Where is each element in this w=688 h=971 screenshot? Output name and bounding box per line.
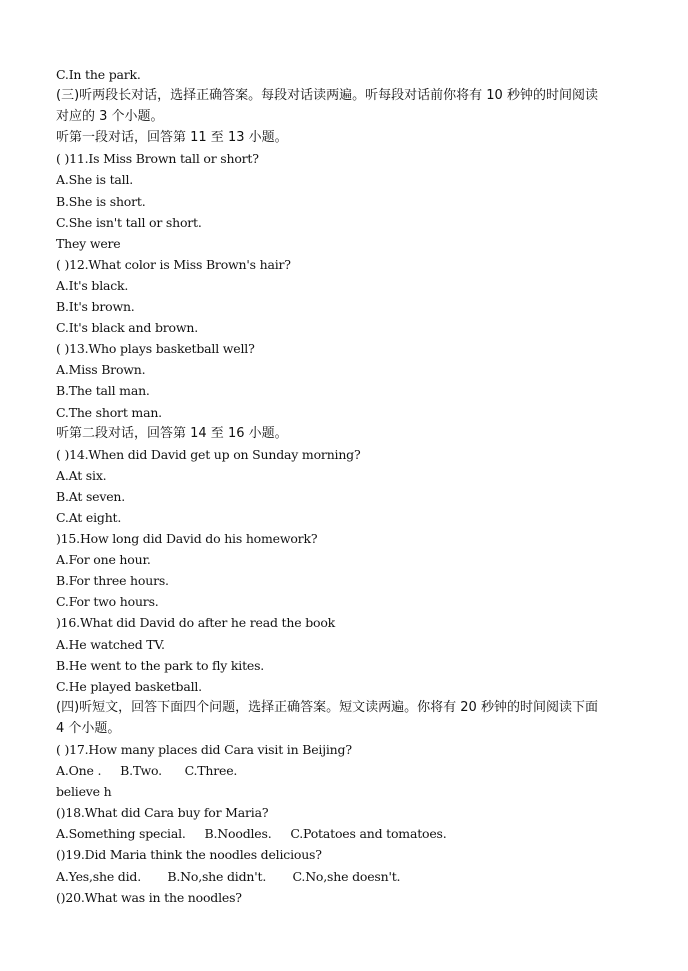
question-18-options: A.Something special. B.Noodles. C.Potatoes and tomatoes. — [56, 826, 447, 842]
dialogue-one-heading: 听第一段对话，回答第 11 至 13 小题。 — [56, 130, 288, 146]
question-14-option-a: A.At six. — [56, 467, 107, 483]
question-11-option-a: A.She is tall. — [56, 172, 134, 188]
section-four-instructions-cont: 4 个小题。 — [56, 720, 121, 736]
question-18: ()18.What did Cara buy for Maria? — [56, 805, 269, 821]
question-16-option-c: C.He played basketball. — [56, 678, 202, 694]
question-17-options: A.One . B.Two. C.Three. — [56, 763, 238, 779]
document-page — [56, 64, 638, 908]
question-14: ( )14.When did David get up on Sunday morning? — [56, 446, 361, 462]
question-12-option-b: B.It's brown. — [56, 299, 135, 315]
question-13-option-b: B.The tall man. — [56, 383, 150, 399]
question-11-option-c: C.She isn't tall or short. — [56, 214, 202, 230]
question-11: ( )11.Is Miss Brown tall or short? — [56, 151, 259, 167]
question-19-options: A.Yes,she did. B.No,she didn't. C.No,she doesn't. — [56, 868, 401, 884]
stray-text-they-were: They were — [56, 235, 121, 251]
question-20: ()20.What was in the noodles? — [56, 889, 242, 905]
question-11-option-b: B.She is short. — [56, 193, 146, 209]
question-12-option-a: A.It's black. — [56, 277, 129, 293]
question-16-option-b: B.He went to the park to fly kites. — [56, 657, 265, 673]
question-12-option-c: C.It's black and brown. — [56, 320, 198, 336]
question-15-option-b: B.For three hours. — [56, 573, 169, 589]
question-13-option-a: A.Miss Brown. — [56, 362, 146, 378]
question-19: ()19.Did Maria think the noodles delicious? — [56, 847, 322, 863]
option-c-park: C.In the park. — [56, 67, 141, 82]
question-14-option-c: C.At eight. — [56, 509, 122, 525]
question-14-option-b: B.At seven. — [56, 488, 126, 504]
question-15-option-c: C.For two hours. — [56, 594, 159, 610]
stray-text-believe: believe h — [56, 784, 112, 800]
question-13-option-c: C.The short man. — [56, 404, 162, 420]
section-three-instructions: (三)听两段长对话，选择正确答案。每段对话读两遍。听每段对话前你将有 10 秒钟的时间阅读 — [56, 88, 598, 104]
question-15: )15.How long did David do his homework? — [56, 531, 318, 547]
question-16-option-a: A.He watched TV. — [56, 636, 165, 652]
question-13: ( )13.Who plays basketball well? — [56, 341, 255, 357]
question-16: )16.What did David do after he read the book — [56, 615, 336, 631]
question-15-option-a: A.For one hour. — [56, 552, 151, 568]
section-four-instructions: (四)听短文，回答下面四个问题，选择正确答案。短文读两遍。你将有 20 秒钟的时间阅读下面 — [56, 699, 598, 715]
question-12: ( )12.What color is Miss Brown's hair? — [56, 256, 291, 272]
question-17: ( )17.How many places did Cara visit in Beijing? — [56, 742, 352, 757]
section-three-instructions-cont: 对应的 3 个小题。 — [56, 109, 164, 125]
dialogue-two-heading: 听第二段对话，回答第 14 至 16 小题。 — [56, 425, 288, 441]
